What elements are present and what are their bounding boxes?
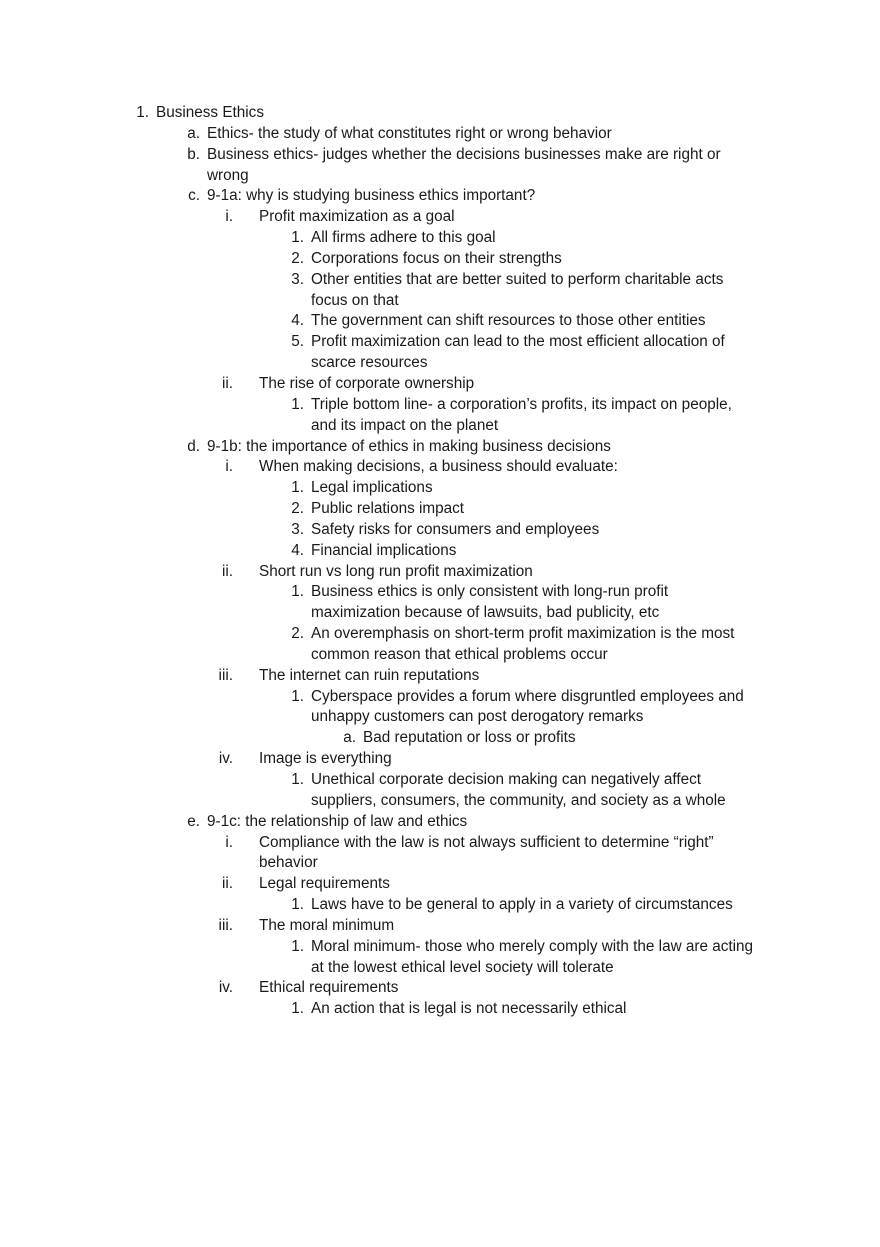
list-marker: i. [225, 833, 233, 851]
list-item-text: Profit maximization can lead to the most efficient allocation of [311, 333, 725, 351]
list-marker: 2. [291, 625, 304, 643]
list-marker: 1. [291, 687, 304, 705]
list-item-text: When making decisions, a business should evaluate: [259, 458, 618, 476]
list-item-text: Business ethics- judges whether the decisions businesses make are right or [207, 145, 721, 163]
list-item-text: at the lowest ethical level society will tolerate [311, 958, 614, 976]
outline-line [0, 999, 880, 1020]
outline-line [0, 812, 880, 833]
outline-line [0, 624, 880, 645]
outline-line [0, 395, 880, 416]
list-item-text: Triple bottom line- a corporation’s profits, its impact on people, [311, 395, 732, 413]
outline-line [0, 874, 880, 895]
outline-line [0, 457, 880, 478]
list-item-text: Short run vs long run profit maximization [259, 562, 533, 580]
list-marker: a. [187, 124, 200, 142]
outline-line [0, 520, 880, 541]
outline-line [0, 833, 880, 854]
list-marker: 4. [291, 312, 304, 330]
outline-line [0, 270, 880, 291]
list-marker: 1. [291, 229, 304, 247]
outline-line [0, 207, 880, 228]
list-item-text: suppliers, consumers, the community, and society as a whole [311, 791, 726, 809]
list-marker: b. [187, 145, 200, 163]
list-item-text: common reason that ethical problems occur [311, 645, 608, 663]
list-item-text: Profit maximization as a goal [259, 208, 455, 226]
outline-line [0, 728, 880, 749]
list-item-text: Image is everything [259, 750, 392, 768]
list-item-text: Business Ethics [156, 104, 264, 121]
list-item-text: Business ethics is only consistent with long-run profit [311, 583, 669, 601]
list-item-text: Public relations impact [311, 500, 465, 518]
list-marker: i. [225, 208, 233, 226]
list-marker: 3. [291, 270, 304, 288]
list-marker: ii. [221, 875, 233, 893]
list-item-text: An action that is legal is not necessarily ethical [311, 1000, 627, 1018]
list-item-text: Corporations focus on their strengths [311, 249, 562, 267]
list-item-text: Unethical corporate decision making can negatively affect [311, 771, 702, 788]
list-marker: 1. [291, 937, 304, 955]
list-item-text: behavior [259, 854, 318, 872]
list-item-text: 9-1c: the relationship of law and ethics [207, 812, 468, 830]
outline-line [0, 249, 880, 270]
list-marker: 1. [136, 104, 149, 121]
list-marker: 1. [291, 395, 304, 413]
list-marker: iv. [218, 979, 233, 997]
list-item-text: wrong [207, 166, 249, 184]
list-marker: 1. [291, 896, 304, 914]
outline-line [0, 291, 880, 312]
list-marker: 2. [291, 249, 304, 267]
list-marker: iii. [218, 916, 233, 934]
list-item-text: Financial implications [311, 541, 457, 559]
outline-line [0, 666, 880, 687]
outline-line [0, 853, 880, 874]
outline-line [0, 374, 880, 395]
outline-line [0, 353, 880, 374]
outline-line [0, 582, 880, 603]
outline-line [0, 311, 880, 332]
list-item-text: Compliance with the law is not always sufficient to determine “right” [259, 833, 714, 851]
list-item-text: An overemphasis on short-term profit maximization is the most [311, 625, 735, 643]
outline-line [0, 437, 880, 458]
outline-line [0, 186, 880, 207]
list-item-text: The government can shift resources to those other entities [311, 312, 706, 330]
list-item-text: All firms adhere to this goal [311, 229, 496, 247]
list-marker: d. [187, 437, 200, 455]
list-item-text: Bad reputation or loss or profits [363, 729, 576, 747]
list-marker: i. [225, 458, 233, 476]
list-marker: 5. [291, 333, 304, 351]
outline-line [0, 937, 880, 958]
list-marker: 1. [291, 1000, 304, 1018]
outline-line [0, 791, 880, 812]
list-item-text: scarce resources [311, 354, 428, 372]
outline-line [0, 145, 880, 166]
list-item-text: The rise of corporate ownership [259, 374, 475, 392]
list-marker: 1. [291, 479, 304, 497]
list-item-text: Safety risks for consumers and employees [311, 520, 600, 538]
outline-line [0, 958, 880, 979]
list-item-text: 9-1a: why is studying business ethics important? [207, 187, 536, 205]
list-item-text: The internet can ruin reputations [259, 666, 480, 684]
list-marker: 1. [291, 583, 304, 601]
list-item-text: and its impact on the planet [311, 416, 499, 434]
outline-line [0, 541, 880, 562]
outline-line [0, 124, 880, 145]
list-marker: ii. [221, 374, 233, 392]
list-marker: iv. [218, 750, 233, 768]
outline-line [0, 103, 880, 124]
list-item-text: Legal implications [311, 479, 433, 497]
outline-line [0, 707, 880, 728]
outline-line [0, 749, 880, 770]
list-marker: e. [187, 812, 200, 830]
outline-line [0, 645, 880, 666]
list-item-text: Other entities that are better suited to perform charitable acts [311, 270, 724, 288]
outline-line [0, 416, 880, 437]
list-item-text: Moral minimum- those who merely comply with the law are acting [311, 937, 754, 955]
list-marker: 1. [291, 771, 304, 788]
list-marker: 2. [291, 500, 304, 518]
list-marker: a. [343, 729, 356, 747]
outline-document [0, 103, 880, 1020]
list-item-text: focus on that [311, 291, 399, 309]
list-marker: 3. [291, 520, 304, 538]
list-marker: c. [188, 187, 200, 205]
list-marker: 4. [291, 541, 304, 559]
outline-line [0, 166, 880, 187]
outline-line [0, 895, 880, 916]
outline-line [0, 687, 880, 708]
list-item-text: Laws have to be general to apply in a variety of circumstances [311, 896, 733, 914]
outline-line [0, 332, 880, 353]
list-item-text: 9-1b: the importance of ethics in making business decisions [207, 437, 611, 455]
outline-line [0, 978, 880, 999]
outline-line [0, 770, 880, 791]
list-item-text: Legal requirements [259, 875, 390, 893]
list-item-text: The moral minimum [259, 916, 395, 934]
list-item-text: Ethical requirements [259, 979, 399, 997]
list-item-text: Cyberspace provides a forum where disgruntled employees and [311, 687, 744, 705]
list-marker: ii. [221, 562, 233, 580]
outline-line [0, 603, 880, 624]
outline-line [0, 499, 880, 520]
outline-line [0, 916, 880, 937]
outline-line [0, 478, 880, 499]
list-item-text: maximization because of lawsuits, bad publicity, etc [311, 604, 660, 622]
list-marker: iii. [218, 666, 233, 684]
list-item-text: Ethics- the study of what constitutes right or wrong behavior [207, 124, 612, 142]
list-item-text: unhappy customers can post derogatory remarks [311, 708, 644, 726]
outline-line [0, 228, 880, 249]
outline-line [0, 562, 880, 583]
